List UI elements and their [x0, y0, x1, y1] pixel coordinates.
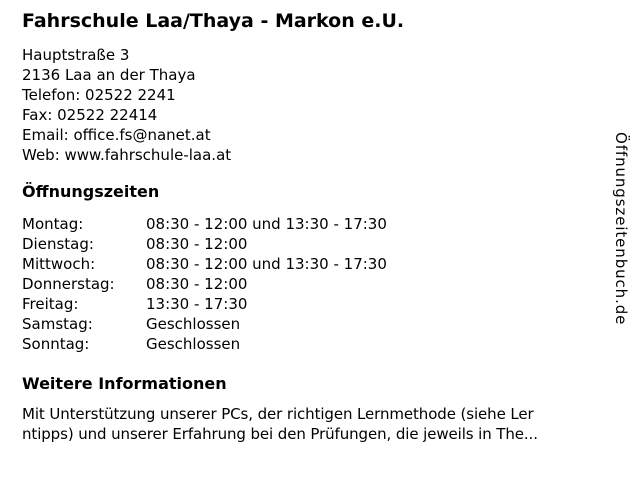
opening-hours-row-wednesday [22, 254, 387, 274]
contact-fax: Fax: 02522 22414 [22, 106, 158, 124]
contact-city: 2136 Laa an der Thaya [22, 66, 196, 84]
more-info-line-1: Mit Unterstützung unserer PCs, der richtigen Lernmethode (siehe Ler [22, 405, 534, 423]
day-hours: 13:30 - 17:30 [146, 295, 248, 313]
opening-hours-row-thursday [22, 274, 387, 294]
more-info-text [22, 404, 628, 444]
opening-hours-row-saturday [22, 314, 387, 334]
day-hours: 08:30 - 12:00 [146, 275, 248, 293]
opening-hours-table [22, 214, 387, 354]
contact-web: Web: www.fahrschule-laa.at [22, 146, 232, 164]
opening-hours-row-monday [22, 214, 387, 234]
contact-email: Email: office.fs@nanet.at [22, 126, 211, 144]
day-label: Freitag: [22, 295, 79, 313]
day-hours: 08:30 - 12:00 und 13:30 - 17:30 [146, 215, 387, 233]
day-hours: 08:30 - 12:00 [146, 235, 248, 253]
opening-hours-heading: Öffnungszeiten [22, 182, 160, 201]
day-hours: 08:30 - 12:00 und 13:30 - 17:30 [146, 255, 387, 273]
day-label: Mittwoch: [22, 255, 96, 273]
more-info-heading: Weitere Informationen [22, 374, 227, 393]
day-label: Donnerstag: [22, 275, 115, 293]
day-hours: Geschlossen [146, 335, 241, 353]
contact-phone: Telefon: 02522 2241 [22, 86, 176, 104]
more-info-line-2: ntipps) und unserer Erfahrung bei den Prüfungen, die jeweils in The... [22, 425, 538, 443]
day-hours: Geschlossen [146, 315, 241, 333]
page-title: Fahrschule Laa/Thaya - Markon e.U. [22, 10, 405, 32]
contact-block [22, 45, 231, 165]
contact-street: Hauptstraße 3 [22, 46, 130, 64]
day-label: Montag: [22, 215, 84, 233]
opening-hours-row-friday [22, 294, 387, 314]
day-label: Samstag: [22, 315, 93, 333]
day-label: Sonntag: [22, 335, 90, 353]
opening-hours-row-tuesday [22, 234, 387, 254]
watermark-site-name: Öffnungszeitenbuch.de [612, 132, 630, 326]
day-label: Dienstag: [22, 235, 94, 253]
opening-hours-row-sunday [22, 334, 387, 354]
